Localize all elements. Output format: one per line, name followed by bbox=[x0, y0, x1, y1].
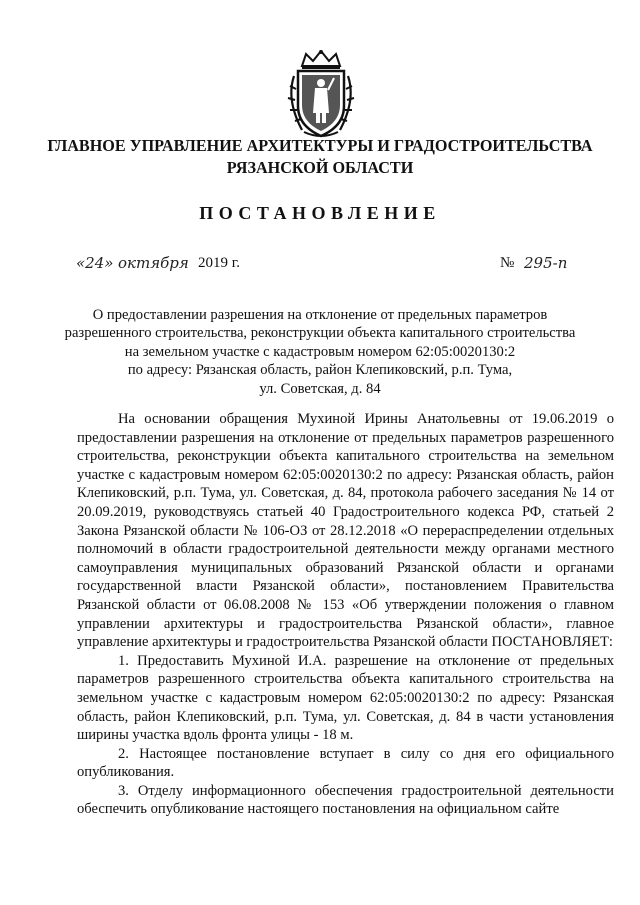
resolution-item-2: 2. Настоящее постановление вступает в силу со дня его официального опубликования. bbox=[77, 745, 614, 781]
organization-name-line2: РЯЗАНСКОЙ ОБЛАСТИ bbox=[226, 158, 414, 177]
resolution-item-1: 1. Предоставить Мухиной И.А. разрешение на отклонение от предельных параметров разрешенного строительства объекта капитального строительства на земельном участке с кадастровым номером 62:05:0020130:2 по адресу: Рязанская область, район Клепиковский, р.п. Тума, ул. Советская, д. 84 в части установления ширины участка вдоль фронта улицы - 18 м. bbox=[77, 652, 614, 744]
subject-line: ул. Советская, д. 84 bbox=[259, 380, 381, 397]
date-month: октября bbox=[118, 254, 189, 272]
organization-name-line1: ГЛАВНОЕ УПРАВЛЕНИЕ АРХИТЕКТУРЫ И ГРАДОСТРОИТЕЛЬСТВА bbox=[47, 136, 593, 155]
document-body bbox=[77, 410, 614, 819]
document-subject bbox=[60, 306, 580, 398]
subject-line: по адресу: Рязанская область, район Клепиковский, р.п. Тума, bbox=[127, 362, 513, 379]
subject-line: О предоставлении разрешения на отклонение от предельных параметров bbox=[92, 307, 548, 323]
subject-line: разрешенного строительства, реконструкции объекта капитального строительства bbox=[64, 325, 576, 342]
document-type-title: ПОСТАНОВЛЕНИЕ bbox=[199, 203, 441, 223]
subject-line: на земельном участке с кадастровым номером 62:05:0020130:2 bbox=[124, 343, 516, 360]
document-number-label: № bbox=[500, 255, 515, 271]
preamble-paragraph: На основании обращения Мухиной Ирины Анатольевны от 19.06.2019 о предоставлении разрешения на отклонение от предельных параметров разрешенного строительства, реконструкции объекта капитального строительства на земельном участке с кадастровым номером 62:05:0020130:2 по адресу: Рязанская область, район Клепиковский, р.п. Тума, ул. Советская, д. 84, протокола рабочего заседания № 14 от 20.09.2019, руководствуясь статьей 40 Градостроительного кодекса РФ, статьей 2 Закона Рязанской области № 106-ОЗ от 28.12.2018 «О перераспределении отдельных полномочий в области градостроительной деятельности между органами местного самоуправления муниципальных образований Рязанской области и органами государственной власти Рязанской области», постановлением Правительства Рязанской области от 06.08.2008 № 153 «Об утверждении положения о главном управлении архитектуры и градостроительства Рязанской области», главное управление архитектуры и градостроительства Рязанской области ПОСТАНОВЛЯЕТ: bbox=[77, 411, 614, 651]
document-number: 295-п bbox=[524, 254, 568, 272]
date-year: 2019 г. bbox=[198, 255, 240, 271]
date-day: «24» bbox=[76, 254, 114, 272]
resolution-item-3: 3. Отделу информационного обеспечения градостроительной деятельности обеспечить опубликование настоящего постановления на официальном сайте bbox=[77, 782, 614, 818]
date-number-row bbox=[0, 254, 640, 280]
coat-of-arms-ryazan-icon bbox=[282, 50, 360, 138]
